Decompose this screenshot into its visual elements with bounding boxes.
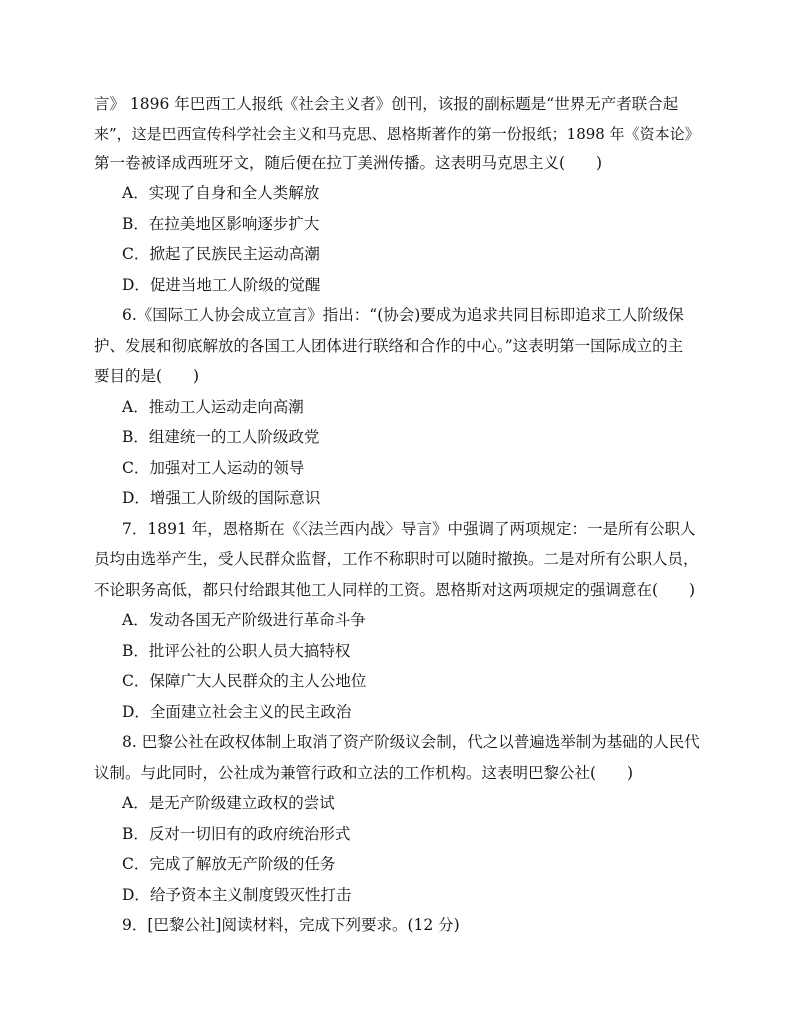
q6-stem-line-1: 6.《国际工人协会成立宣言》指出：“(协会)要成为追求共同目标即追求工人阶级保	[122, 306, 684, 324]
q7-option-b: B．批评公社的公职人员大搞特权	[122, 642, 351, 660]
q5-stem-line-1: 言》 1896 年巴西工人报纸《社会主义者》创刊，该报的副标题是“世界无产者联合起	[94, 95, 679, 113]
q6-stem-line-3: 要目的是( )	[94, 367, 200, 385]
q8-option-d: D．给予资本主义制度毁灭性打击	[122, 886, 352, 904]
q7-option-d: D．全面建立社会主义的民主政治	[122, 703, 352, 721]
q5-option-a: A．实现了自身和全人类解放	[122, 184, 320, 202]
q6-option-d: D．增强工人阶级的国际意识	[122, 489, 321, 507]
q9-stem: 9．[巴黎公社]阅读材料，完成下列要求。(12 分)	[122, 916, 460, 934]
q5-option-b: B．在拉美地区影响逐步扩大	[122, 215, 320, 233]
q6-option-b: B．组建统一的工人阶级政党	[122, 428, 320, 446]
q7-stem-line-3: 不论职务高低，都只付给跟其他工人同样的工资。恩格斯对这两项规定的强调意在( )	[94, 581, 696, 599]
q8-stem-line-2: 议制。与此同时，公社成为兼管行政和立法的工作机构。这表明巴黎公社( )	[94, 764, 634, 782]
q6-option-a: A．推动工人运动走向高潮	[122, 398, 304, 416]
q8-option-a: A．是无产阶级建立政权的尝试	[122, 794, 335, 812]
q8-option-c: C．完成了解放无产阶级的任务	[122, 855, 336, 873]
q7-stem-line-1: 7．1891 年，恩格斯在《〈法兰西内战〉导言》中强调了两项规定：一是所有公职人	[122, 520, 696, 538]
q6-option-c: C．加强对工人运动的领导	[122, 459, 305, 477]
q5-option-c: C．掀起了民族民主运动高潮	[122, 245, 320, 263]
q8-option-b: B．反对一切旧有的政府统治形式	[122, 825, 351, 843]
q5-option-d: D．促进当地工人阶级的觉醒	[122, 276, 321, 294]
q6-stem-line-2: 护、发展和彻底解放的各国工人团体进行联络和合作的中心。”这表明第一国际成立的主	[94, 337, 684, 355]
q7-option-a: A．发动各国无产阶级进行革命斗争	[122, 611, 366, 629]
q5-stem-line-3: 第一卷被译成西班牙文，随后便在拉丁美洲传播。这表明马克思主义( )	[94, 154, 603, 172]
q7-stem-line-2: 员均由选举产生，受人民群众监督，工作不称职时可以随时撤换。二是对所有公职人员，	[94, 550, 699, 568]
q8-stem-line-1: 8. 巴黎公社在政权体制上取消了资产阶级议会制，代之以普遍选举制为基础的人民代	[122, 733, 700, 751]
q7-option-c: C．保障广大人民群众的主人公地位	[122, 672, 367, 690]
q5-stem-line-2: 来”，这是巴西宣传科学社会主义和马克思、恩格斯著作的第一份报纸；1898 年《资本论》	[94, 125, 700, 143]
